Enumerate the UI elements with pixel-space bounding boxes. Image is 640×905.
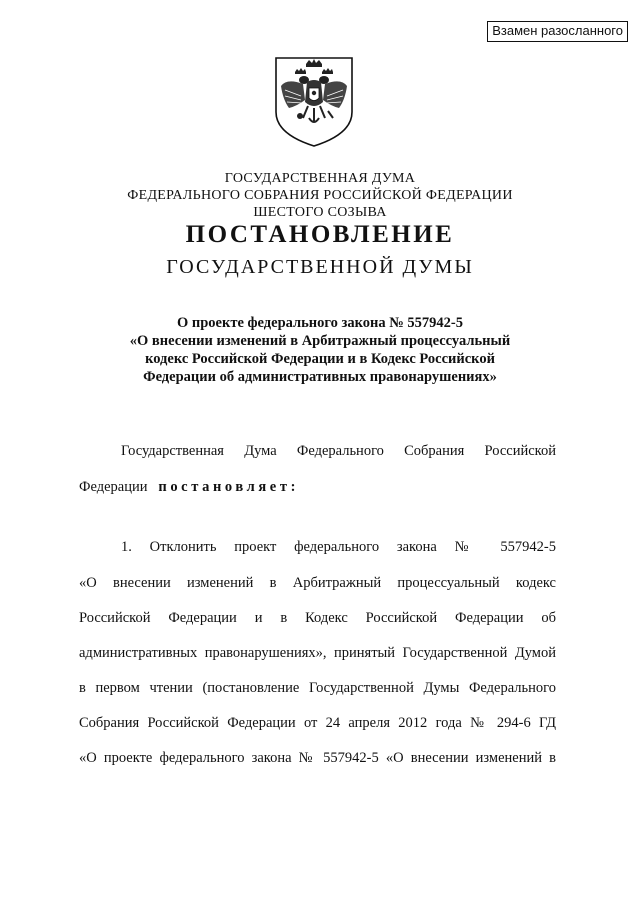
body-intro-line-1: Государственная Дума Федерального Собрания Российской [121, 443, 556, 459]
header-line-3: ШЕСТОГО СОЗЫВА [253, 205, 387, 220]
paragraph-line: административных правонарушениях», принятый Государственной Думой [79, 645, 556, 661]
russian-coat-of-arms-icon [273, 56, 355, 148]
body-intro-prefix: Федерации [79, 479, 148, 495]
paragraph-line: в первом чтении (постановление Государственной Думы Федерального [79, 680, 556, 696]
paragraph-line: 1. Отклонить проект федерального закона № 557942-5 [121, 539, 556, 555]
subject-line: «О внесении изменений в Арбитражный процессуальный [129, 333, 511, 349]
body-intro-line-2 [79, 478, 556, 496]
document-subtitle: ГОСУДАРСТВЕННОЙ ДУМЫ [166, 256, 474, 278]
paragraph-line: Собрания Российской Федерации от 24 апреля 2012 года № 294-6 ГД [79, 715, 556, 731]
header-line-1: ГОСУДАРСТВЕННАЯ ДУМА [224, 171, 416, 186]
paragraph-line: Российской Федерации и в Кодекс Российской Федерации об [79, 610, 556, 626]
status-stamp: Взамен разосланного [487, 21, 628, 42]
paragraph-line: «О проекте федерального закона № 557942-5 «О внесении изменений в [79, 750, 556, 766]
subject-line: О проекте федерального закона № 557942-5 [176, 315, 464, 331]
body-intro-verb: постановляет: [158, 479, 299, 495]
subject-line: кодекс Российской Федерации и в Кодекс Российской [145, 351, 495, 367]
document-header [0, 170, 640, 221]
paragraph-line: «О внесении изменений в Арбитражный процессуальный кодекс [79, 575, 556, 591]
subject-line: Федерации об административных правонарушениях» [143, 369, 497, 385]
document-subject [0, 314, 640, 386]
document-title: ПОСТАНОВЛЕНИЕ [185, 221, 455, 248]
header-line-2: ФЕДЕРАЛЬНОГО СОБРАНИЯ РОССИЙСКОЙ ФЕДЕРАЦИИ [127, 188, 513, 203]
